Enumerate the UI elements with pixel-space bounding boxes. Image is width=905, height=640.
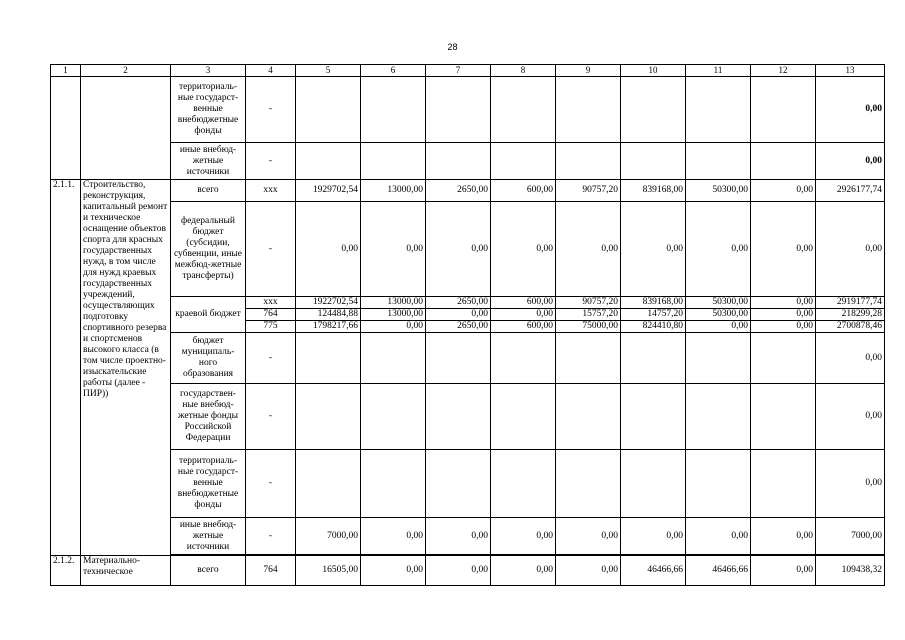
value-cell: 0,00 [751, 180, 816, 202]
table-row [51, 77, 885, 143]
header-cell: 6 [361, 65, 426, 77]
value-cell: 0,00 [361, 321, 426, 333]
header-cell: 3 [171, 65, 246, 77]
value-cell: 46466,66 [621, 556, 686, 586]
code-cell: - [246, 77, 296, 143]
value-cell: 839168,00 [621, 180, 686, 202]
value-cell: 2926177,74 [816, 180, 885, 202]
value-cell: 0,00 [751, 518, 816, 555]
value-cell: 50300,00 [686, 309, 751, 321]
value-cell: 0,00 [491, 518, 556, 555]
funding-source: бюджет муниципаль-ного образования [171, 333, 246, 384]
table-row [51, 297, 885, 309]
value-cell: 50300,00 [686, 180, 751, 202]
header-cell: 11 [686, 65, 751, 77]
value-cell: 14757,20 [621, 309, 686, 321]
value-cell: 90757,20 [556, 297, 621, 309]
table-row [51, 202, 885, 297]
funding-source: государствен-ные внебюд-жетные фонды Российской Федерации [171, 384, 246, 450]
value-cell: 824410,80 [621, 321, 686, 333]
value-cell: 75000,00 [556, 321, 621, 333]
value-cell: 839168,00 [621, 297, 686, 309]
header-cell: 5 [296, 65, 361, 77]
header-cell: 7 [426, 65, 491, 77]
value-cell: 0,00 [621, 518, 686, 555]
value-cell: 7000,00 [296, 518, 361, 555]
value-cell: 1798217,66 [296, 321, 361, 333]
code-cell: - [246, 143, 296, 180]
code-cell: - [246, 518, 296, 555]
table-row [51, 556, 885, 586]
code-cell: ххх [246, 297, 296, 309]
total-cell: 0,00 [816, 143, 885, 180]
table-row [51, 518, 885, 555]
value-cell: 0,00 [556, 556, 621, 586]
code-cell: 764 [246, 309, 296, 321]
value-cell: 0,00 [491, 556, 556, 586]
value-cell: 0,00 [426, 309, 491, 321]
code-cell: 775 [246, 321, 296, 333]
header-cell: 12 [751, 65, 816, 77]
funding-source: иные внебюд-жетные источники [171, 518, 246, 555]
value-cell: 0,00 [751, 297, 816, 309]
value-cell: 0,00 [361, 556, 426, 586]
header-row [51, 65, 885, 77]
table-row [51, 384, 885, 450]
header-cell: 13 [816, 65, 885, 77]
value-cell: 7000,00 [816, 518, 885, 555]
value-cell: 0,00 [556, 518, 621, 555]
value-cell: 0,00 [751, 556, 816, 586]
value-cell: 600,00 [491, 297, 556, 309]
funding-source: иные внебюд-жетные источники [171, 143, 246, 180]
header-cell: 8 [491, 65, 556, 77]
value-cell: 0,00 [686, 321, 751, 333]
header-cell: 4 [246, 65, 296, 77]
value-cell: 0,00 [426, 518, 491, 555]
total-cell: 0,00 [816, 333, 885, 384]
value-cell: 50300,00 [686, 297, 751, 309]
value-cell: 0,00 [491, 309, 556, 321]
value-cell: 218299,28 [816, 309, 885, 321]
value-cell: 46466,66 [686, 556, 751, 586]
table-row [51, 180, 885, 202]
value-cell: 0,00 [426, 202, 491, 297]
cell-empty [81, 77, 171, 180]
value-cell: 0,00 [751, 321, 816, 333]
value-cell: 15757,20 [556, 309, 621, 321]
total-cell: 0,00 [816, 384, 885, 450]
value-cell: 2650,00 [426, 180, 491, 202]
value-cell: 13000,00 [361, 297, 426, 309]
header-cell: 2 [81, 65, 171, 77]
code-cell: - [246, 450, 296, 518]
value-cell: 2700878,46 [816, 321, 885, 333]
code-cell: - [246, 202, 296, 297]
table-row [51, 450, 885, 518]
funding-source: федеральный бюджет (субсидии, субвенции, иные межбюд-жетные трансферты) [171, 202, 246, 297]
value-cell: 1922702,54 [296, 297, 361, 309]
value-cell: 0,00 [621, 202, 686, 297]
total-cell: 0,00 [816, 450, 885, 518]
funding-source: территориаль-ные государст-венные внебюджетные фонды [171, 450, 246, 518]
value-cell: 0,00 [296, 202, 361, 297]
value-cell: 13000,00 [361, 309, 426, 321]
funding-source: краевой бюджет [171, 297, 246, 333]
value-cell: 0,00 [361, 518, 426, 555]
funding-source: всего [171, 556, 246, 586]
budget-table [50, 64, 885, 586]
funding-source: территориаль-ные государст-венные внебюджетные фонды [171, 77, 246, 143]
code-cell: - [246, 333, 296, 384]
value-cell: 2650,00 [426, 297, 491, 309]
value-cell: 0,00 [751, 202, 816, 297]
value-cell: 0,00 [426, 556, 491, 586]
value-cell: 109438,32 [816, 556, 885, 586]
header-cell: 10 [621, 65, 686, 77]
value-cell: 124484,88 [296, 309, 361, 321]
value-cell: 0,00 [686, 202, 751, 297]
item-name: Строительство, реконструкция, капитальный ремонт и техническое оснащение объектов спорта для красных государственных нужд, в том числе для нужд краевых государственных учреждений, осуществляющих подготовку спортивного резерва и спортсменов высокого класса (в том числе проектно-изыскательские работы (далее - ПИР)) [81, 180, 171, 556]
value-cell: 0,00 [491, 202, 556, 297]
value-cell: 16505,00 [296, 556, 361, 586]
value-cell: 90757,20 [556, 180, 621, 202]
item-name: Материально-техническое [81, 556, 171, 586]
funding-source: всего [171, 180, 246, 202]
value-cell: 0,00 [751, 309, 816, 321]
value-cell: 2919177,74 [816, 297, 885, 309]
value-cell: 0,00 [556, 202, 621, 297]
header-cell: 1 [51, 65, 81, 77]
code-cell: 764 [246, 556, 296, 586]
value-cell: 2650,00 [426, 321, 491, 333]
cell-empty [51, 77, 81, 180]
code-cell: ххх [246, 180, 296, 202]
value-cell: 600,00 [491, 321, 556, 333]
value-cell: 13000,00 [361, 180, 426, 202]
table-row [51, 333, 885, 384]
table-row [51, 143, 885, 180]
value-cell: 600,00 [491, 180, 556, 202]
item-number: 2.1.2. [51, 556, 81, 586]
value-cell: 0,00 [361, 202, 426, 297]
code-cell: - [246, 384, 296, 450]
value-cell: 1929702,54 [296, 180, 361, 202]
page-number: 28 [447, 42, 458, 52]
total-cell: 0,00 [816, 77, 885, 143]
header-cell: 9 [556, 65, 621, 77]
item-number: 2.1.1. [51, 180, 81, 556]
value-cell: 0,00 [816, 202, 885, 297]
value-cell: 0,00 [686, 518, 751, 555]
